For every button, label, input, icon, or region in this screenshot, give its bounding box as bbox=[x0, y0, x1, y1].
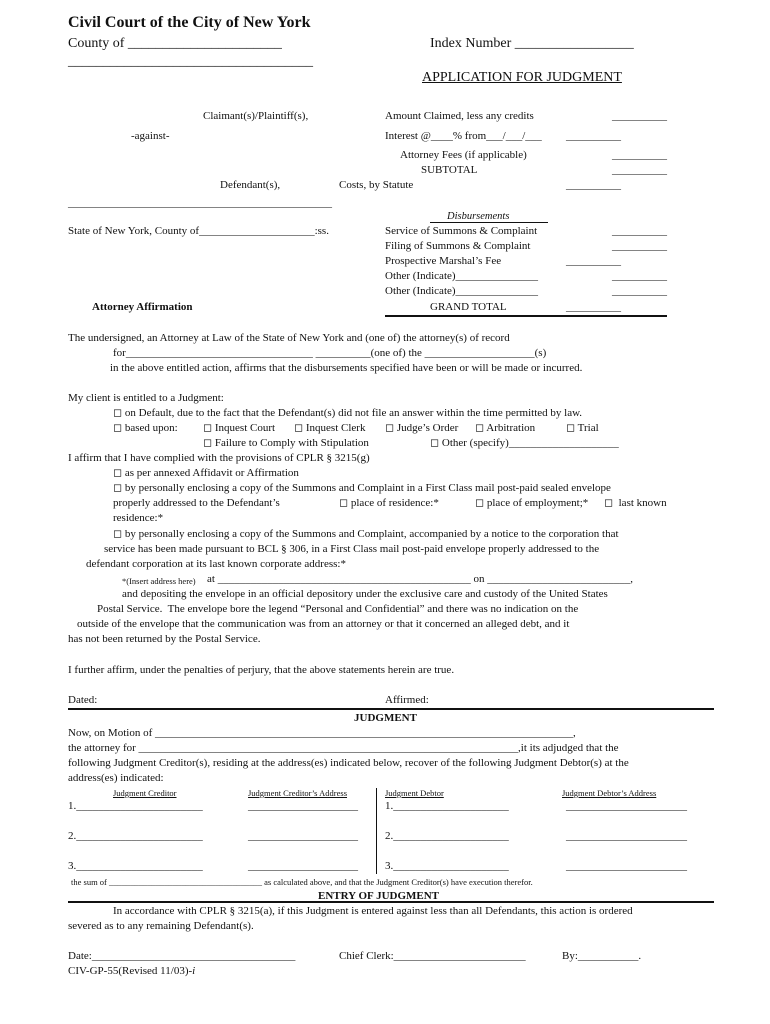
creditor-column-header: Judgment Creditor bbox=[113, 788, 177, 798]
outside-text: outside of the envelope that the communication was from an attorney or that it concerned an alleged debt, and it bbox=[77, 618, 570, 630]
affirmation-line-2[interactable]: for__________________________________ __________(one of) the ____________________(s) bbox=[113, 347, 547, 359]
filing-field[interactable]: __________ bbox=[612, 240, 667, 252]
motion-field[interactable]: Now, on Motion of ____________________________________________________________________________, bbox=[68, 727, 576, 739]
form-id-suffix: i bbox=[192, 965, 196, 977]
attorney-fees-field[interactable]: __________ bbox=[612, 149, 667, 161]
claimant-label: Claimant(s)/Plaintiff(s), bbox=[203, 110, 309, 122]
other2-amount-field[interactable]: __________ bbox=[612, 285, 667, 297]
other1-amount-field[interactable]: __________ bbox=[612, 270, 667, 282]
annexed-checkbox[interactable]: ◻ as per annexed Affidavit or Affirmation bbox=[113, 467, 299, 479]
complied-label: I affirm that I have complied with the provisions of CPLR § 3215(g) bbox=[68, 452, 370, 464]
affirmed-field[interactable]: Affirmed: bbox=[385, 694, 429, 706]
residence-checkbox[interactable]: ◻ place of residence:* bbox=[339, 497, 439, 509]
insert-address-note: *(Insert address here) bbox=[122, 576, 196, 586]
enclosing-checkbox[interactable]: ◻ by personally enclosing a copy of the Summons and Complaint in a First Class mail post-paid sealed envelope bbox=[113, 482, 611, 494]
marshal-field[interactable]: __________ bbox=[566, 255, 621, 267]
creditor-2-address-field[interactable]: ____________________ bbox=[248, 830, 358, 842]
attorney-for-field[interactable]: the attorney for _____________________________________________________________________,it its adjudged that the bbox=[68, 742, 619, 754]
attorney-affirmation-heading: Attorney Affirmation bbox=[92, 301, 193, 313]
entry-rule bbox=[68, 901, 714, 903]
costs-field[interactable]: __________ bbox=[566, 179, 621, 191]
employment-checkbox[interactable]: ◻ place of employment;* bbox=[475, 497, 589, 509]
based-upon-checkbox[interactable]: ◻ based upon: bbox=[113, 422, 178, 434]
interest-field[interactable]: Interest @____% from___/___/___ bbox=[385, 130, 542, 142]
debtor-3-address-field[interactable]: ______________________ bbox=[566, 860, 687, 872]
grand-total-label: GRAND TOTAL bbox=[430, 301, 507, 313]
debtor-2-address-field[interactable]: ______________________ bbox=[566, 830, 687, 842]
subtotal-field[interactable]: __________ bbox=[612, 164, 667, 176]
chief-clerk-field[interactable]: Chief Clerk:________________________ bbox=[339, 950, 526, 962]
service-field[interactable]: __________ bbox=[612, 225, 667, 237]
last-known-checkbox[interactable]: ◻ last known bbox=[604, 497, 667, 509]
marshal-label: Prospective Marshal’s Fee bbox=[385, 255, 502, 267]
grand-total-rule bbox=[385, 315, 667, 317]
subtotal-label: SUBTOTAL bbox=[421, 164, 478, 176]
inquest-court-checkbox[interactable]: ◻ Inquest Court bbox=[203, 422, 276, 434]
form-id bbox=[68, 965, 195, 978]
other1-field[interactable]: Other (Indicate)_______________ bbox=[385, 270, 539, 282]
address-date-field[interactable]: at ______________________________________________ on __________________________, bbox=[207, 573, 633, 585]
debtor-2-field[interactable]: 2._____________________ bbox=[385, 830, 509, 842]
amount-claimed-label: Amount Claimed, less any credits bbox=[385, 110, 534, 122]
caption-separator: ________________________________________________ bbox=[68, 197, 332, 209]
form-id-text: CIV-GP-55(Revised 11/03)- bbox=[68, 965, 193, 977]
disbursements-heading: Disbursements bbox=[447, 211, 510, 222]
properly-addressed-label: properly addressed to the Defendant’s bbox=[113, 497, 280, 509]
other2-field[interactable]: Other (Indicate)_______________ bbox=[385, 285, 539, 297]
service-label: Service of Summons & Complaint bbox=[385, 225, 538, 237]
application-title: APPLICATION FOR JUDGMENT bbox=[422, 70, 622, 85]
returned-text: has not been returned by the Postal Service. bbox=[68, 633, 261, 645]
inquest-clerk-checkbox[interactable]: ◻ Inquest Clerk bbox=[294, 422, 366, 434]
postal-text: Postal Service. The envelope bore the legend “Personal and Confidential” and there was no indication on the bbox=[97, 603, 579, 615]
address-indicated-text: address(es) indicated: bbox=[68, 772, 164, 784]
entry-text-2: severed as to any remaining Defendant(s). bbox=[68, 920, 254, 932]
debtor-3-field[interactable]: 3._____________________ bbox=[385, 860, 509, 872]
creditor-1-field[interactable]: 1._______________________ bbox=[68, 800, 203, 812]
failure-checkbox[interactable]: ◻ Failure to Comply with Stipulation bbox=[203, 437, 369, 449]
depositing-text: and depositing the envelope in an official depository under the exclusive care and custody of the United States bbox=[122, 588, 608, 600]
defendant-label: Defendant(s), bbox=[220, 179, 281, 191]
header-blank-line: ___________________________________ bbox=[68, 54, 313, 69]
entry-title: ENTRY OF JUDGMENT bbox=[318, 890, 440, 902]
interest-amount-field[interactable]: __________ bbox=[566, 130, 621, 142]
default-checkbox[interactable]: ◻ on Default, due to the fact that the Defendant(s) did not file an answer within the time permitted by law. bbox=[113, 407, 583, 419]
entry-text-1: In accordance with CPLR § 3215(a), if this Judgment is entered against less than all Defendants, this action is ordered bbox=[113, 905, 633, 917]
court-title: Civil Court of the City of New York bbox=[68, 14, 311, 31]
debtor-1-field[interactable]: 1._____________________ bbox=[385, 800, 509, 812]
debtor-column-header: Judgment Debtor bbox=[385, 788, 444, 798]
affirmation-line-1: The undersigned, an Attorney at Law of the State of New York and (one of) the attorney(s) of record bbox=[68, 332, 510, 344]
affirmation-line-3: in the above entitled action, affirms that the disbursements specified have been or will be made or incurred. bbox=[110, 362, 583, 374]
column-divider bbox=[376, 788, 377, 874]
creditor-3-address-field[interactable]: ____________________ bbox=[248, 860, 358, 872]
creditor-2-field[interactable]: 2._______________________ bbox=[68, 830, 203, 842]
perjury-text: I further affirm, under the penalties of perjury, that the above statements herein are true. bbox=[68, 664, 455, 676]
corporate-address-label: defendant corporation at its last known corporate address:* bbox=[86, 558, 346, 570]
other-specify-checkbox[interactable]: ◻ Other (specify)____________________ bbox=[430, 437, 619, 449]
creditor-address-column-header: Judgment Creditor’s Address bbox=[248, 788, 348, 798]
entitled-label: My client is entitled to a Judgment: bbox=[68, 392, 224, 404]
judges-order-checkbox[interactable]: ◻ Judge’s Order bbox=[385, 422, 459, 434]
sum-field[interactable]: the sum of ____________________________________ as calculated above, and that the Judgment Creditor(s) have execution therefor. bbox=[71, 877, 533, 887]
residence-label: residence:* bbox=[113, 512, 164, 524]
trial-checkbox[interactable]: ◻ Trial bbox=[566, 422, 599, 434]
corporation-checkbox[interactable]: ◻ by personally enclosing a copy of the Summons and Complaint, accompanied by a notice to the corporation that bbox=[113, 528, 619, 540]
creditor-1-address-field[interactable]: ____________________ bbox=[248, 800, 358, 812]
filing-label: Filing of Summons & Complaint bbox=[385, 240, 531, 252]
debtor-1-address-field[interactable]: ______________________ bbox=[566, 800, 687, 812]
index-number-field[interactable]: Index Number _________________ bbox=[430, 36, 634, 51]
costs-label: Costs, by Statute bbox=[339, 179, 414, 191]
debtor-address-column-header: Judgment Debtor’s Address bbox=[562, 788, 657, 798]
arbitration-checkbox[interactable]: ◻ Arbitration bbox=[475, 422, 536, 434]
county-field[interactable]: County of ______________________ bbox=[68, 36, 282, 51]
entry-date-field[interactable]: Date:_____________________________________ bbox=[68, 950, 296, 962]
attorney-fees-label: Attorney Fees (if applicable) bbox=[400, 149, 527, 161]
creditor-3-field[interactable]: 3._______________________ bbox=[68, 860, 203, 872]
amount-claimed-field[interactable]: __________ bbox=[612, 110, 667, 122]
dated-field[interactable]: Dated: bbox=[68, 694, 98, 706]
following-text: following Judgment Creditor(s), residing at the address(es) indicated below, recover of the following Judgment Debtor(s) at the bbox=[68, 757, 629, 769]
judgment-title: JUDGMENT bbox=[354, 712, 417, 724]
state-county-field[interactable]: State of New York, County of_____________________:ss. bbox=[68, 225, 329, 237]
grand-total-field[interactable]: __________ bbox=[566, 301, 621, 313]
bcl-text: service has been made pursuant to BCL § 306, in a First Class mail post-paid envelope properly addressed to the bbox=[104, 543, 600, 555]
against-label: -against- bbox=[131, 130, 170, 142]
by-field[interactable]: By:___________. bbox=[562, 950, 642, 962]
judgment-top-rule bbox=[68, 708, 714, 710]
